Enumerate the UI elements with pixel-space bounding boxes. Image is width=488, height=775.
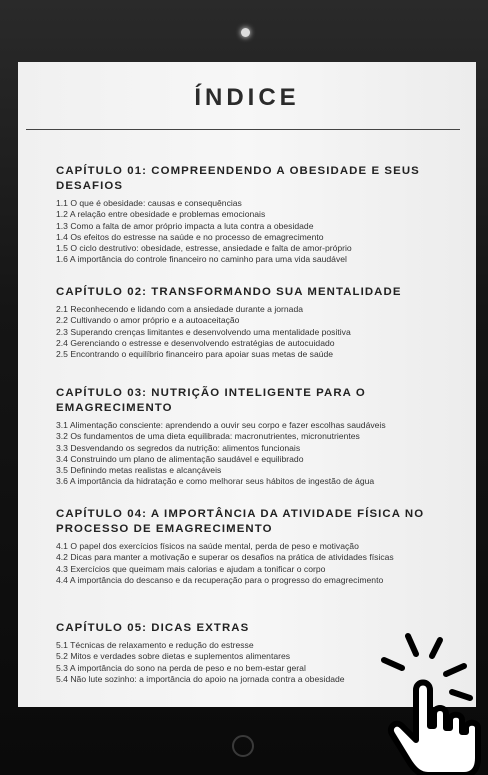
index-item[interactable]: 5.4 Não lute sozinho: a importância do apoio na jornada contra a obesidade: [56, 673, 345, 684]
chapter-title: CAPÍTULO 02: TRANSFORMANDO SUA MENTALIDADE: [56, 286, 402, 298]
index-item[interactable]: 3.5 Definindo metas realistas e alcançáveis: [56, 465, 222, 476]
index-item[interactable]: 4.1 O papel dos exercícios físicos na saúde mental, perda de peso e motivação: [56, 541, 359, 551]
index-item[interactable]: 1.6 A importância do controle financeiro no caminho para uma vida saudável: [56, 254, 347, 265]
index-item[interactable]: 2.2 Cultivando o amor próprio e a autoaceitação: [56, 315, 240, 326]
index-item[interactable]: 1.1 O que é obesidade: causas e consequências: [56, 198, 242, 208]
index-item[interactable]: 3.1 Alimentação consciente: aprendendo a ouvir seu corpo e fazer escolhas saudáveis: [56, 420, 386, 430]
index-item[interactable]: 2.5 Encontrando o equilíbrio financeiro para apoiar suas metas de saúde: [56, 349, 334, 360]
camera-icon: [241, 28, 250, 37]
tap-hand-icon: [372, 628, 488, 775]
chapter-title: CAPÍTULO 03: NUTRIÇÃO INTELIGENTE PARA O EMAGRECIMENTO: [56, 387, 366, 414]
index-item[interactable]: 3.4 Construindo um plano de alimentação saudável e equilibrado: [56, 453, 304, 464]
index-item[interactable]: 2.3 Superando crenças limitantes e desenvolvendo uma mentalidade positiva: [56, 326, 351, 337]
chapter-title: CAPÍTULO 05: DICAS EXTRAS: [56, 622, 250, 634]
chapter-2: [56, 285, 466, 360]
index-item[interactable]: 4.4 A importância do descanso e da recuperação para o progresso do emagrecimento: [56, 574, 384, 585]
chapter-title: CAPÍTULO 01: COMPREENDENDO A OBESIDADE E SEUS DESAFIOS: [56, 165, 420, 192]
index-item[interactable]: 1.4 Os efeitos do estresse na saúde e no processo de emagrecimento: [56, 231, 324, 242]
chapter-1: [56, 164, 466, 266]
chapter-3: [56, 386, 466, 488]
index-item[interactable]: 3.2 Os fundamentos de uma dieta equilibrada: macronutrientes, micronutrientes: [56, 431, 360, 442]
index-item[interactable]: 1.5 O ciclo destrutivo: obesidade, estresse, ansiedade e falta de amor-próprio: [56, 243, 352, 254]
chapter-4: [56, 507, 466, 586]
home-button[interactable]: [232, 735, 254, 757]
index-item[interactable]: 4.2 Dicas para manter a motivação e superar os desafios na prática de atividades físicas: [56, 552, 394, 563]
index-item[interactable]: 1.2 A relação entre obesidade e problemas emocionais: [56, 209, 266, 220]
index-item[interactable]: 2.4 Gerenciando o estresse e desenvolvendo estratégias de autocuidado: [56, 337, 335, 348]
index-item[interactable]: 3.6 A importância da hidratação e como melhorar seus hábitos de ingestão de água: [56, 476, 375, 487]
index-item[interactable]: 5.3 A importância do sono na perda de peso e no bem-estar geral: [56, 662, 306, 673]
ebook-index-page: [18, 62, 476, 707]
page-title: ÍNDICE: [194, 84, 300, 111]
index-item[interactable]: 4.3 Exercícios que queimam mais calorias e ajudam a tonificar o corpo: [56, 563, 326, 574]
index-item[interactable]: 1.3 Como a falta de amor próprio impacta a luta contra a obesidade: [56, 220, 314, 231]
index-item[interactable]: 2.1 Reconhecendo e lidando com a ansiedade durante a jornada: [56, 304, 304, 314]
index-item[interactable]: 3.3 Desvendando os segredos da nutrição: alimentos funcionais: [56, 442, 301, 453]
chapter-title: CAPÍTULO 04: A IMPORTÂNCIA DA ATIVIDADE FÍSICA NO PROCESSO DE EMAGRECIMENTO: [56, 508, 425, 535]
index-item[interactable]: 5.1 Técnicas de relaxamento e redução do estresse: [56, 640, 254, 650]
index-item[interactable]: 5.2 Mitos e verdades sobre dietas e suplementos alimentares: [56, 651, 291, 662]
title-divider: [26, 129, 460, 130]
